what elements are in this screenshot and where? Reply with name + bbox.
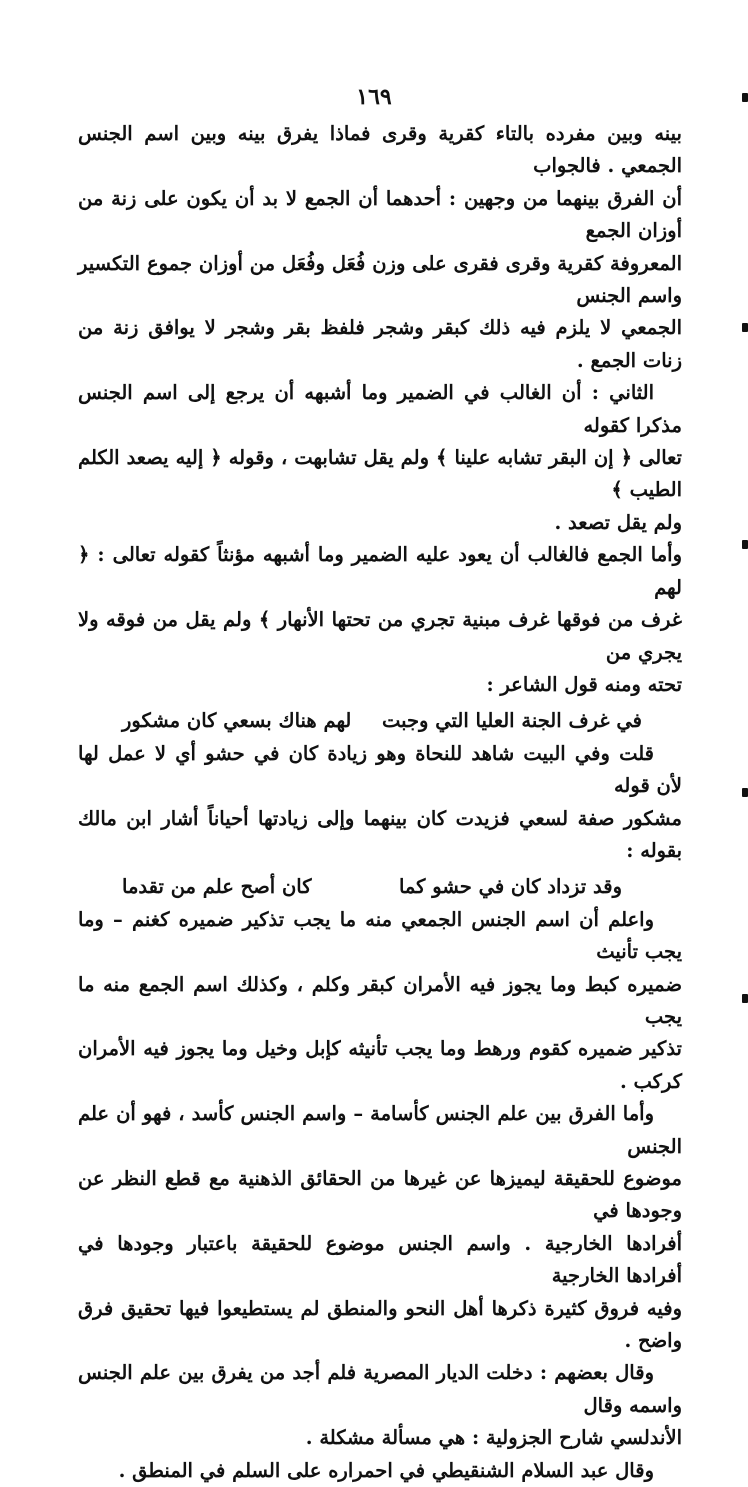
margin-mark [742,323,748,332]
text-line: ولم يقل تصعد . [554,510,682,534]
verse-first-hemistich: وقد تزداد كان في حشو كما [398,875,622,899]
text-line: بينه وبين مفرده بالتاء كقرية وقرى فماذا يفرق بينه وبين اسم الجنس الجمعي . فالجواب [78,122,682,178]
text-line: وقال بعضهم : دخلت الديار المصرية فلم أجد من يفرق بين علم الجنس واسمه وقال [78,1361,682,1417]
text-line: الثاني : أن الغالب في الضمير وما أشبهه أن يرجع إلى اسم الجنس مذكرا كقوله [78,381,682,437]
margin-mark [742,540,748,549]
text-line: موضوع للحقيقة ليميزها عن غيرها من الحقائق الذهنية مع قطع النظر عن وجودها في [78,1167,682,1223]
text-line: غرف من فوقها غرف مبنية تجري من تحتها الأنهار ﴾ ولم يقل من فوقه ولا يجري من [78,608,682,664]
text-line: تذكير ضميره كقوم ورهط وما يجب تأنيثه كإبل وخيل وما يجوز فيه الأمران كركب . [78,1037,682,1093]
poem-verse [122,705,642,737]
margin-mark [742,994,748,1003]
text-line: الأندلسي شارح الجزولية : هي مسألة مشكلة . [305,1426,682,1450]
poem-verse [122,871,622,903]
margin-mark [742,93,748,102]
text-line: الجمعي لا يلزم فيه ذلك كبقر وشجر فلفظ بقر وشجر لا يوافق زنة من زنات الجمع . [78,316,682,372]
text-line: أن الفرق بينهما من وجهين : أحدهما أن الجمع لا بد أن يكون على زنة من أوزان الجمع [78,186,682,243]
text-line: أفرادها الخارجية . واسم الجنس موضوع للحقيقة باعتبار وجودها في أفرادها الخارجية [78,1231,682,1288]
text-line: وقال عبد السلام الشنقيطي في احمراره على السلم في المنطق . [118,1458,654,1482]
verse-first-hemistich: في غرف الجنة العليا التي وجبت [381,709,642,733]
verse-second-hemistich: لهم هناك بسعي كان مشكور [122,709,352,733]
margin-mark [742,788,748,797]
text-line: تحته ومنه قول الشاعر : [486,672,682,696]
page-number: ١٦٩ [356,84,392,110]
body-text [78,118,682,1487]
text-line: تعالى ﴿ إن البقر تشابه علينا ﴾ ولم يقل تشابهت ، وقوله ﴿ إليه يصعد الكلم الطيب ﴾ [78,446,682,502]
verse-second-hemistich: كان أصح علم من تقدما [122,875,312,899]
text-line: مشكور صفة لسعي فزيدت كان بينهما وإلى زيادتها أحياناً أشار ابن مالك بقوله : [78,806,682,862]
text-line: وأما الجمع فالغالب أن يعود عليه الضمير وما أشبهه مؤنثاً كقوله تعالى : ﴿ لهم [78,543,682,599]
text-line: قلت وفي البيت شاهد للنحاة وهو زيادة كان في حشو أي لا عمل لها لأن قوله [78,741,682,798]
text-line: وفيه فروق كثيرة ذكرها أهل النحو والمنطق لم يستطيعوا فيها تحقيق فرق واضح . [78,1296,682,1353]
text-line: ضميره كبط وما يجوز فيه الأمران كبقر وكلم ، وكذلك اسم الجمع منه ما يجب [78,972,682,1028]
text-line: واعلم أن اسم الجنس الجمعي منه ما يجب تذكير ضميره كغنم – وما يجب تأنيث [78,907,682,964]
text-line: وأما الفرق بين علم الجنس كأسامة – واسم الجنس كأسد ، فهو أن علم الجنس [78,1102,682,1158]
text-line: المعروفة كقرية وقرى فقرى على وزن فُعَل وفُعَل من أوزان جموع التكسير واسم الجنس [78,251,682,308]
